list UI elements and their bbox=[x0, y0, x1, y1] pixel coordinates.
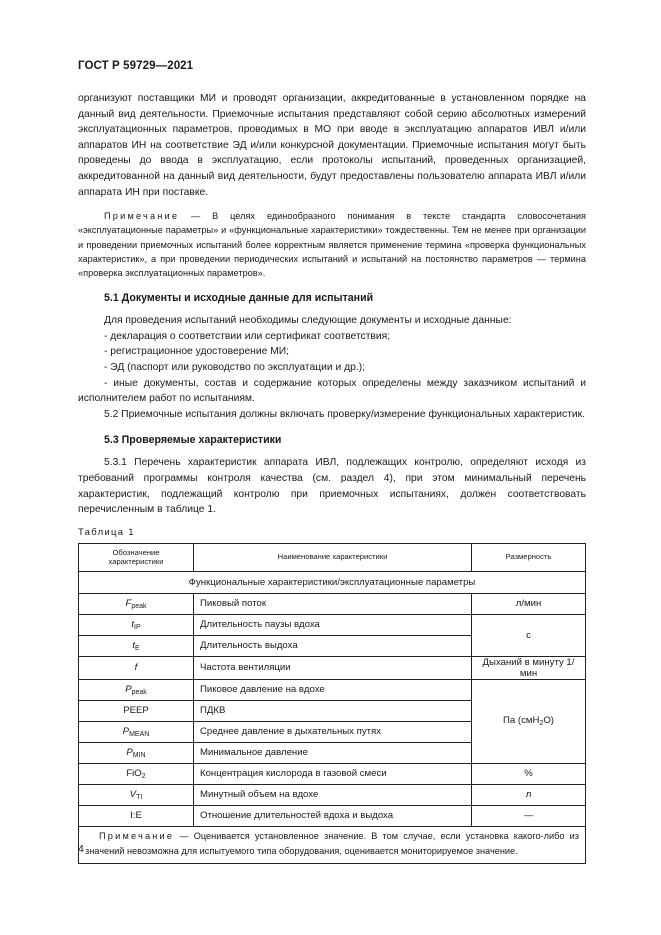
cell-symbol: PEEP bbox=[79, 700, 194, 721]
table-note-label: Примечание bbox=[99, 830, 175, 841]
table-note bbox=[79, 826, 586, 863]
cell-name: Отношение длительностей вдоха и выдоха bbox=[194, 805, 472, 826]
table-row bbox=[79, 614, 586, 635]
cell-name: Концентрация кислорода в газовой смеси bbox=[194, 763, 472, 784]
cell-symbol: $P_{MIN}$ bbox=[79, 742, 194, 763]
list-item: - иные документы, состав и содержание которых определены между заказчиком испытаний и исполнителем работ по испытаниям. bbox=[78, 377, 586, 405]
table-row bbox=[79, 679, 586, 700]
cell-name: Среднее давление в дыхательных путях bbox=[194, 721, 472, 742]
page-number: 4 bbox=[78, 843, 84, 855]
cell-symbol: $t_{IP}$ bbox=[79, 614, 194, 635]
note-terminology bbox=[78, 209, 586, 280]
cell-unit: Дыханий в минуту 1/мин bbox=[472, 656, 586, 679]
table-row bbox=[79, 656, 586, 679]
cell-name: Длительность выдоха bbox=[194, 635, 472, 656]
cell-name: Частота вентиляции bbox=[194, 656, 472, 679]
cell-symbol: $P_{MEAN}$ bbox=[79, 721, 194, 742]
table-note-row bbox=[79, 826, 586, 863]
cell-name: Пиковый поток bbox=[194, 593, 472, 614]
cell-unit: л bbox=[472, 784, 586, 805]
section-5-1-title: 5.1 Документы и исходные данные для испытаний bbox=[104, 292, 374, 305]
table-caption: Таблица 1 bbox=[78, 526, 135, 538]
paragraph-intro: организуют поставщики МИ и проводят организации, аккредитованные в установленном порядке на данный вид деятельности. Приемочные испытания представляют собой серию абсолютных измерений эксплуатационных параметров, проводимых в МО при вводе в эксплуатацию аппаратов ИВЛ и/или аппаратов ИН на соответствие ЭД и/или конкурсной документации. Приемочные испытания могут быть проведены до ввода в эксплуатацию, если протоколы испытаний, проведенных организацией, аккредитованной на данный вид деятельности, будут предоставлены пользователю аппарата ИВЛ и/или аппарата ИН при поставке. bbox=[78, 93, 586, 198]
list-item: - декларация о соответствии или сертификат соответствия; bbox=[104, 330, 391, 342]
table-row bbox=[79, 784, 586, 805]
cell-unit: л/мин bbox=[472, 593, 586, 614]
cell-symbol: $F_{peak}$ bbox=[79, 593, 194, 614]
document-code: ГОСТ Р 59729—2021 bbox=[78, 60, 194, 72]
document-body bbox=[78, 91, 586, 864]
cell-name: Длительность паузы вдоха bbox=[194, 614, 472, 635]
section-5-3-title: 5.3 Проверяемые характеристики bbox=[104, 434, 282, 447]
cell-symbol: $P_{peak}$ bbox=[79, 679, 194, 700]
table-row bbox=[79, 593, 586, 614]
note-text: — В целях единообразного понимания в тексте стандарта словосочетания «эксплуатационные параметры» и «функциональные характеристики» тождественны. Тем не менее при организации и проведении приемочных испытаний более корректным является применение термина «проверка функциональных характеристик», а при проведении периодических испытаний и испытаний на постоянство параметров — термина «проверка эксплуатационных параметров». bbox=[78, 211, 586, 278]
cell-symbol: f bbox=[79, 656, 194, 679]
cell-symbol: $t_E$ bbox=[79, 635, 194, 656]
list-item: - ЭД (паспорт или руководство по эксплуатации и др.); bbox=[104, 361, 365, 373]
paragraph-5-3-1: 5.3.1 Перечень характеристик аппарата ИВЛ, подлежащих контролю, определяют исходя из требований программы контроля качества (см. раздел 4), при этом минимальный перечень характеристик, подлежащий контролю при приемочных испытаниях, должен соответствовать перечисленным в таблице 1. bbox=[78, 457, 586, 516]
header-unit: Размерность bbox=[472, 543, 586, 571]
cell-unit: % bbox=[472, 763, 586, 784]
cell-name: Минимальное давление bbox=[194, 742, 472, 763]
cell-name: Пиковое давление на вдохе bbox=[194, 679, 472, 700]
cell-symbol: FiO$_2$ bbox=[79, 763, 194, 784]
group-title: Функциональные характеристики/эксплуатационные параметры bbox=[79, 571, 586, 593]
header-designation: Обозначение характеристики bbox=[79, 543, 194, 571]
cell-unit: — bbox=[472, 805, 586, 826]
cell-symbol: I:E bbox=[79, 805, 194, 826]
header-name: Наименование характеристики bbox=[194, 543, 472, 571]
cell-name: Минутный объем на вдохе bbox=[194, 784, 472, 805]
section-5-1-intro: Для проведения испытаний необходимы следующие документы и исходные данные: bbox=[104, 315, 512, 327]
note-label: Примечание bbox=[104, 211, 180, 222]
paragraph-5-2: 5.2 Приемочные испытания должны включать проверку/измерение функциональных характеристик. bbox=[104, 408, 586, 420]
table-header-row bbox=[79, 543, 586, 571]
cell-unit: с bbox=[472, 614, 586, 656]
cell-name: ПДКВ bbox=[194, 700, 472, 721]
table-row bbox=[79, 805, 586, 826]
table-group-row bbox=[79, 571, 586, 593]
table-note-text: — Оценивается установленное значение. В том случае, если установка какого-либо из значений невозможна для испытуемого типа оборудования, оценивается мониторируемое значение. bbox=[85, 830, 579, 856]
list-item: - регистрационное удостоверение МИ; bbox=[104, 346, 290, 358]
table-row bbox=[79, 763, 586, 784]
characteristics-table bbox=[78, 543, 586, 864]
cell-unit: Па (смH$_2$O) bbox=[472, 679, 586, 763]
cell-symbol: $V_{TI}$ bbox=[79, 784, 194, 805]
